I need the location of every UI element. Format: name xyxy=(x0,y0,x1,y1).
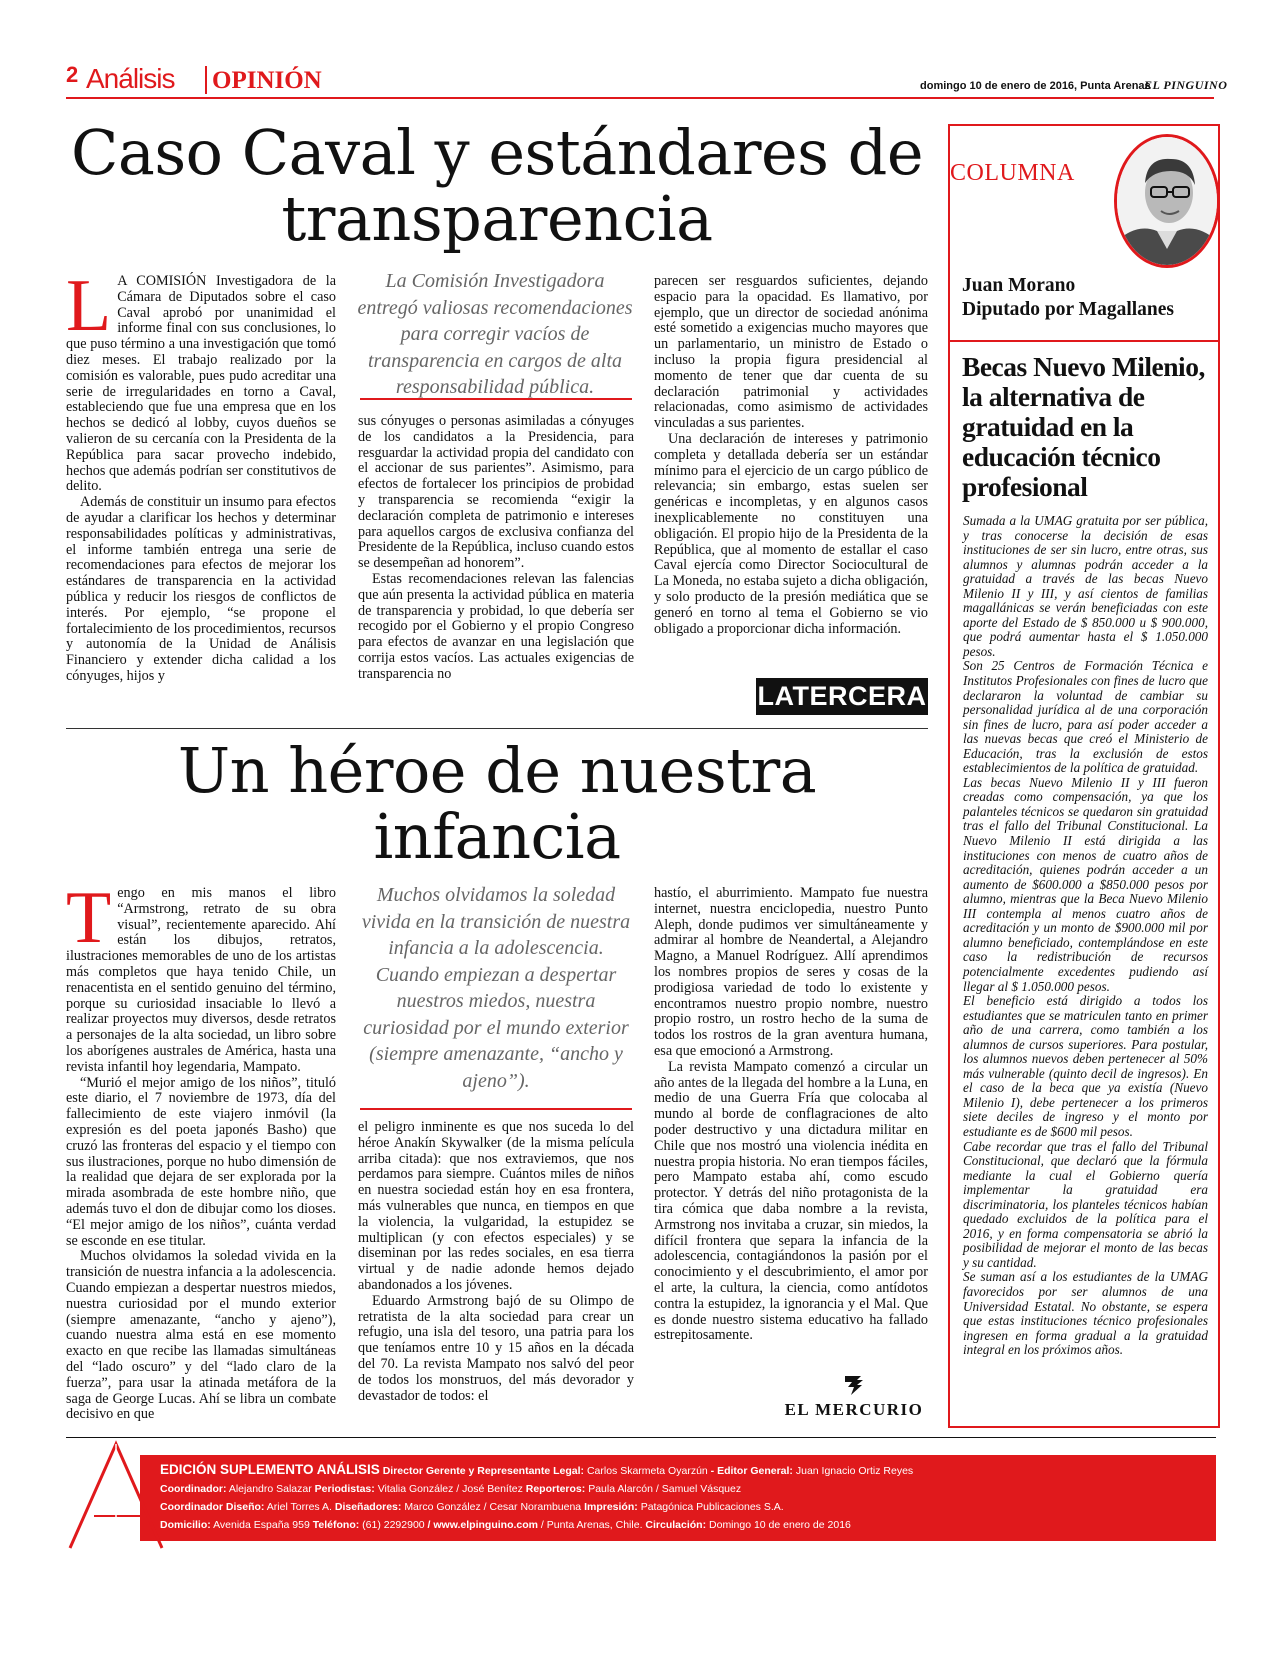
author-byline xyxy=(962,274,1174,322)
column-body xyxy=(963,514,1208,1358)
credit-value: / Punta Arenas, Chile. xyxy=(540,1519,643,1531)
paragraph: Estas recomendaciones relevan las falencias que aún presenta la actividad pública en materia de transparencia y probidad, lo que debería ser recogido por el Gobierno y el propio Congreso para efectos de avanzar en una legislación que corrija estos vacíos. Las actuales exigencias de transparencia no xyxy=(358,570,634,682)
column-rule xyxy=(950,340,1218,342)
credit-label: Coordinador Diseño: xyxy=(160,1501,265,1513)
dateline: domingo 10 de enero de 2016, Punta Arenas xyxy=(920,80,1151,92)
credit-value: Domingo 10 de enero de 2016 xyxy=(709,1519,851,1531)
paragraph: parecen ser resguardos suficientes, dejando espacio para la opacidad. Es llamativo, por ejemplo, que un director de sociedad anónima esté sometido a exigencias mucho mayores que un parlamentario, un ministro de Estado o incluso la propia figura presidencial al momento de tener que dar cuenta de su declaración patrimonial y actividades relacionadas, como asimismo de actividades vinculadas a sus parientes. xyxy=(654,273,928,432)
article2-column-1 xyxy=(66,877,336,1423)
pull-quote-rule xyxy=(360,1108,632,1110)
credit-value: Patagónica Publicaciones S.A. xyxy=(640,1501,784,1513)
author-role: Diputado por Magallanes xyxy=(962,299,1175,320)
article2-pull-quote: Muchos olvidamos la soledad vivida en la transición de nuestra infancia a la adolescencia. Cuando empiezan a despertar nuestros miedos, nuestra curiosidad por el mundo exterior (siempre amenazante, “ancho y ajeno”). xyxy=(361,884,631,1092)
header-rule xyxy=(66,97,1214,99)
headline-line: transparencia xyxy=(281,182,713,255)
article2-headline xyxy=(66,734,928,873)
credit-label: - Editor General: xyxy=(710,1465,793,1477)
author-portrait-icon xyxy=(1117,137,1217,265)
analisis-a-logo-icon xyxy=(64,1440,170,1550)
paragraph: el peligro inminente es que nos suceda lo del héroe Anakín Skywalker (de la misma película arriba citada): que nos extraviemos, que nos perdamos para siempre. Cuántos miles de niños en nuestra sociedad están hoy en esa frontera, más vulnerables que nunca, en tiempos en que la violencia, la vulgaridad, la estupidez se multiplican (y con efectos especiales) y se diseminan por las redes sociales, en esa tierra virtual y de nadie adonde hemos dejado abandonados a los jóvenes. xyxy=(358,1119,634,1293)
credits-line-3 xyxy=(160,1498,1210,1516)
article2-column-2 xyxy=(358,1120,634,1404)
newspaper-name: EL PINGUINO xyxy=(1144,78,1228,92)
article2-column-3 xyxy=(654,886,928,1344)
paragraph: Una declaración de intereses y patrimonio completa y detallada debería ser un estándar mínimo para el ejercicio de un cargo público de relevancia; sin embargo, estas suelen ser genéricas e incompletas, y en algunos casos inexplicablemente no constituyen una obligación. El propio hijo de la Presidenta de la República, que al momento de estallar el caso Caval ejercía como Director Sociocultural de La Moneda, no estaba sujeto a dicha obligación, y solo producto de la presión mediática que se generó en torno al tema el Gobierno se vio obligado a proporcionar dicha información. xyxy=(654,430,928,637)
credit-value: Avenida España 959 xyxy=(213,1519,310,1531)
credit-label: Impresión: xyxy=(584,1501,638,1513)
paragraph: sus cónyuges o personas asimiladas a cónyuges de los candidatos a la Presidencia, para resguardar la actividad propia del candidato con el accionar de sus parientes”. Asimismo, para efectos de fortalecer los principios de probidad y transparencia se recomienda “exigir la declaración completa de patrimonio e intereses para aquellos cargos de exclusiva confianza del Presidente de la República, incluso cuando estos se desempeñan ad honorem”. xyxy=(358,413,634,572)
headline-line: Un héroe de nuestra xyxy=(177,734,817,807)
credit-value: Carlos Skarmeta Oyarzún xyxy=(586,1465,708,1477)
source-name: EL MERCURIO xyxy=(784,1400,924,1419)
column-headline: Becas Nuevo Milenio, la alternativa de gratuidad en la educación técnico profesional xyxy=(962,351,1205,502)
credit-label: Periodistas: xyxy=(314,1483,375,1495)
headline-line: Caso Caval y estándares de xyxy=(70,116,924,189)
paragraph: Se suman así a los estudiantes de la UMAG favorecidos por ser alumnos de una Universidad Estatal. No obstante, se espera que estas instituciones técnico profesionales ingresen en forma gradual a la gratuidad integral en los próximos años. xyxy=(963,1269,1208,1358)
credit-label: Director Gerente y Representante Legal: xyxy=(382,1465,585,1477)
article1-column-1 xyxy=(66,265,336,685)
paragraph: Sumada a la UMAG gratuita por ser pública, y tras conocerse la decisión de esas instituciones de ser sin lucro, entre otras, sus alumnos y alumnas podrán acceder a la gratuidad a través de las becas Nuevo Milenio II y III, y así cientos de familias magallánicas se verán beneficiadas con este aporte del Estado de $ 850.000 u $ 900.000, que podrá aumentar hasta el $ 1.050.000 pesos. xyxy=(963,513,1208,659)
article1-column-2 xyxy=(358,414,634,683)
lead-paragraph xyxy=(66,877,336,1076)
section-subname: OPINIÓN xyxy=(212,67,322,94)
paragraph: Cabe recordar que tras el fallo del Tribunal Constitucional, que declaró que la fórmula mediante la cual el Gobierno quería implementar la gratuidad era discriminatoria, los planteles técnicos habían quedado excluidos de la política para el 2016, y en forma compensatoria se abrió la posibilidad de mejorar el monto de las becas y su cantidad. xyxy=(963,1138,1208,1270)
credit-label: Coordinador: xyxy=(160,1483,227,1495)
article1-column-3 xyxy=(654,274,928,637)
credits-line-4 xyxy=(160,1516,1210,1534)
credit-label: Domicilio: xyxy=(160,1519,211,1531)
credit-label: Teléfono: xyxy=(312,1519,360,1531)
credit-label: Reporteros: xyxy=(525,1483,586,1495)
paragraph: Además de constituir un insumo para efectos de ayudar a clarificar los hechos y determinar responsabilidades políticas y administrativas, el informe también entrega una serie de recomendaciones para efectos de mejorar los estándares de transparencia en la actividad pública y reducir los riesgos de conflictos de interés. Por ejemplo, “se propone el fortalecimiento de los procedimientos, recursos y autonomía de la Unidad de Análisis Financiero y extender dicha calidad a los cónyuges, hijos y xyxy=(66,494,336,684)
paragraph: “Murió el mejor amigo de los niños”, tituló este diario, el 7 noviembre de 1973, día del fallecimiento de este viajero inmóvil (la expresión es del poeta japonés Basho) que cruzó las fronteras del espacio y el tiempo con sus ilustraciones, porque no hubo dimensión de la realidad que dejara de ser explorada por la mirada asombrada de este hombre niño, que además tuvo el don de dibujar como los dioses. “El mejor amigo de los niños”, cuánta verdad se esconde en ese titular. xyxy=(66,1074,336,1249)
author-photo xyxy=(1114,134,1220,268)
la-tercera-logo: LATERCERA xyxy=(756,678,928,715)
section-name: Análisis xyxy=(86,63,175,94)
credit-label: Diseñadores: xyxy=(334,1501,402,1513)
credit-label: Circulación: xyxy=(645,1519,707,1531)
credit-value: Alejandro Salazar xyxy=(228,1483,312,1495)
credit-value: Juan Ignacio Ortiz Reyes xyxy=(795,1465,914,1477)
mercurio-emblem-icon xyxy=(841,1372,867,1398)
edition-label: EDICIÓN SUPLEMENTO ANÁLISIS xyxy=(160,1462,380,1477)
drop-cap: L xyxy=(66,265,112,347)
section-divider xyxy=(205,66,207,94)
article-divider xyxy=(66,728,928,729)
credit-value: Vitalia González / José Benítez xyxy=(377,1483,523,1495)
pull-quote-rule xyxy=(360,398,632,400)
paragraph: El beneficio está dirigido a todos los estudiantes que se matriculen tanto en primer año de una carrera, como también a los alumnos de cursos superiores. Para postular, los alumnos nuevos deben pertenecer al 50% más vulnerable (quinto decil de ingresos). En el caso de la beca que ya existía (Nuevo Milenio I), debe pertenecer a los primeros siete deciles de ingreso y el monto por estudiante es de $600 mil pesos. xyxy=(963,993,1208,1139)
headline-line: infancia xyxy=(373,800,621,873)
credits-line-1 xyxy=(160,1461,1210,1480)
article1-pull-quote: La Comisión Investigadora entregó valiosas recomendaciones para corregir vacíos de transparencia en cargos de alta responsabilidad pública. xyxy=(357,270,633,398)
paragraph: hastío, el aburrimiento. Mampato fue nuestra internet, nuestra enciclopedia, nuestro Punto Aleph, donde pudimos ver simultáneamente y admirar al hombre de Neandertal, a Alejandro Magno, a Manuel Rodríguez. Allí aprendimos los nombres propios de seres y cosas de la prodigiosa variedad de todo lo existente y encontramos nuestro propio nombre, nuestro propio rostro, un rostro hecho de la suma de todos los rostros de la gran aventura humana, esa que emocionó a Armstrong. xyxy=(654,885,928,1059)
column-label: COLUMNA xyxy=(950,160,1075,186)
paragraph: Son 25 Centros de Formación Técnica e Institutos Profesionales con fines de lucro que declararon la voluntad de cambiar su personalidad jurídica al de una corporación sin fines de lucro, para así poder acceder a las nuevas becas que creó el Ministerio de Educación, tras la exclusión de estos establecimientos de la política de gratuidad. xyxy=(963,658,1208,776)
page-number: 2 xyxy=(66,62,79,87)
website-link[interactable]: / www.elpinguino.com xyxy=(427,1519,538,1531)
paragraph: La revista Mampato comenzó a circular un año antes de la llegada del hombre a la Luna, en medio de una Guerra Fría que colocaba al mundo al borde de conflagraciones de alto poder destructivo y una dictadura militar en Chile que nos mostró una violencia inédita en nuestra propia historia. No eran tiempos fáciles, pero Mampato estaba ahí, como escudo protector. Y detrás del niño protagonista de la tira cómica que daba nombre a la revista, Armstrong nos invitaba a cruzar, sin miedos, la difícil frontera que separa la infancia de la adolescencia, contagiándonos la pasión por el conocimiento y el descubrimiento, el amor por el arte, la cultura, la ciencia, como antídotos contra la estupidez, la ignorancia y el Mal. Que es donde nuestro sistema educativo ha fallado estrepitosamente. xyxy=(654,1058,928,1344)
paragraph: Muchos olvidamos la soledad vivida en la transición de nuestra infancia a la adolescencia. Cuando empiezan a despertar nuestros miedos, nuestra curiosidad por el mundo exterior (siempre amenazante, “ancho y ajeno”), cuando nuestra alma está en ese momento exacto en que recibe las llamadas simultáneas del “lado oscuro” y del “lado claro de la fuerza”, para usar la atinada metáfora de la saga de George Lucas. Ahí se libra un combate decisivo en que xyxy=(66,1248,336,1423)
credits-text xyxy=(160,1461,1210,1534)
credit-value: Paula Alarcón / Samuel Vásquez xyxy=(588,1483,742,1495)
paragraph: Las becas Nuevo Milenio II y III fueron creadas como compensación, ya que los palanteles técnicos se quedaron sin gratuidad tras el fallo del Tribunal Constitucional. La Nuevo Milenio II está dirigida a las instituciones con menos de cuatro años de acreditación, quienes podrán acceder a un aumento de $600.000 a $850.000 pesos por alumno, mientras que la Beca Nuevo Milenio III contempla al menos cuatro años de acreditación y un monto de $900.000 mil por alumno beneficiado, contemplándose en este caso la redistribución de recursos potencialmente excedentes pudiendo así llegar al $ 1.050.000 pesos. xyxy=(963,774,1208,994)
credit-value: Marco González / Cesar Norambuena xyxy=(404,1501,582,1513)
paragraph: Eduardo Armstrong bajó de su Olimpo de retratista de la alta sociedad para crear un refugio, una isla del tesoro, una patria para los que teníamos entre 10 y 15 años en la década del 70. La revista Mampato nos salvó del peor de todos los monstruos, del más devorador y devastador de todos: el xyxy=(358,1292,634,1404)
paragraph-text: A COMISIÓN Investigadora de la Cámara de Diputados sobre el caso Caval aprobó por unanimidad el informe final con sus conclusiones, lo que puso término a una investigación que tomó diez meses. El trabajo realizado por la comisión es valorable, pues pudo acreditar una serie de irregularidades en torno a Caval, estableciendo que fue una empresa que en los hechos se dedicó al lobby, cuyos dueños se valieron de su cercanía con la Presidenta de la República para sacar provecho indebido, hechos que además podrían ser constitutivos de delito. xyxy=(66,273,336,495)
author-name: Juan Morano xyxy=(962,275,1076,296)
credit-value: (61) 2292900 xyxy=(362,1519,425,1531)
lead-paragraph xyxy=(66,265,336,495)
drop-cap: T xyxy=(66,877,112,959)
credits-line-2 xyxy=(160,1480,1210,1498)
bottom-rule xyxy=(66,1437,1216,1438)
article1-headline xyxy=(66,116,928,255)
credit-value: Ariel Torres A. xyxy=(266,1501,332,1513)
el-mercurio-logo xyxy=(784,1372,924,1420)
paragraph-text: engo en mis manos el libro “Armstrong, retrato de su obra visual”, recientemente aparecido. Ahí están los dibujos, retratos, ilustraciones memorables de uno de los artistas más completos que haya tenido Chile, un renacentista en el sentido genuino del término, porque su curiosidad insaciable lo llevó a realizar proyectos muy diversos, desde retratos a personajes de la alta sociedad, un libro sobre los aborígenes australes de América, hasta una revista infantil hoy legendaria, Mampato. xyxy=(66,885,336,1075)
